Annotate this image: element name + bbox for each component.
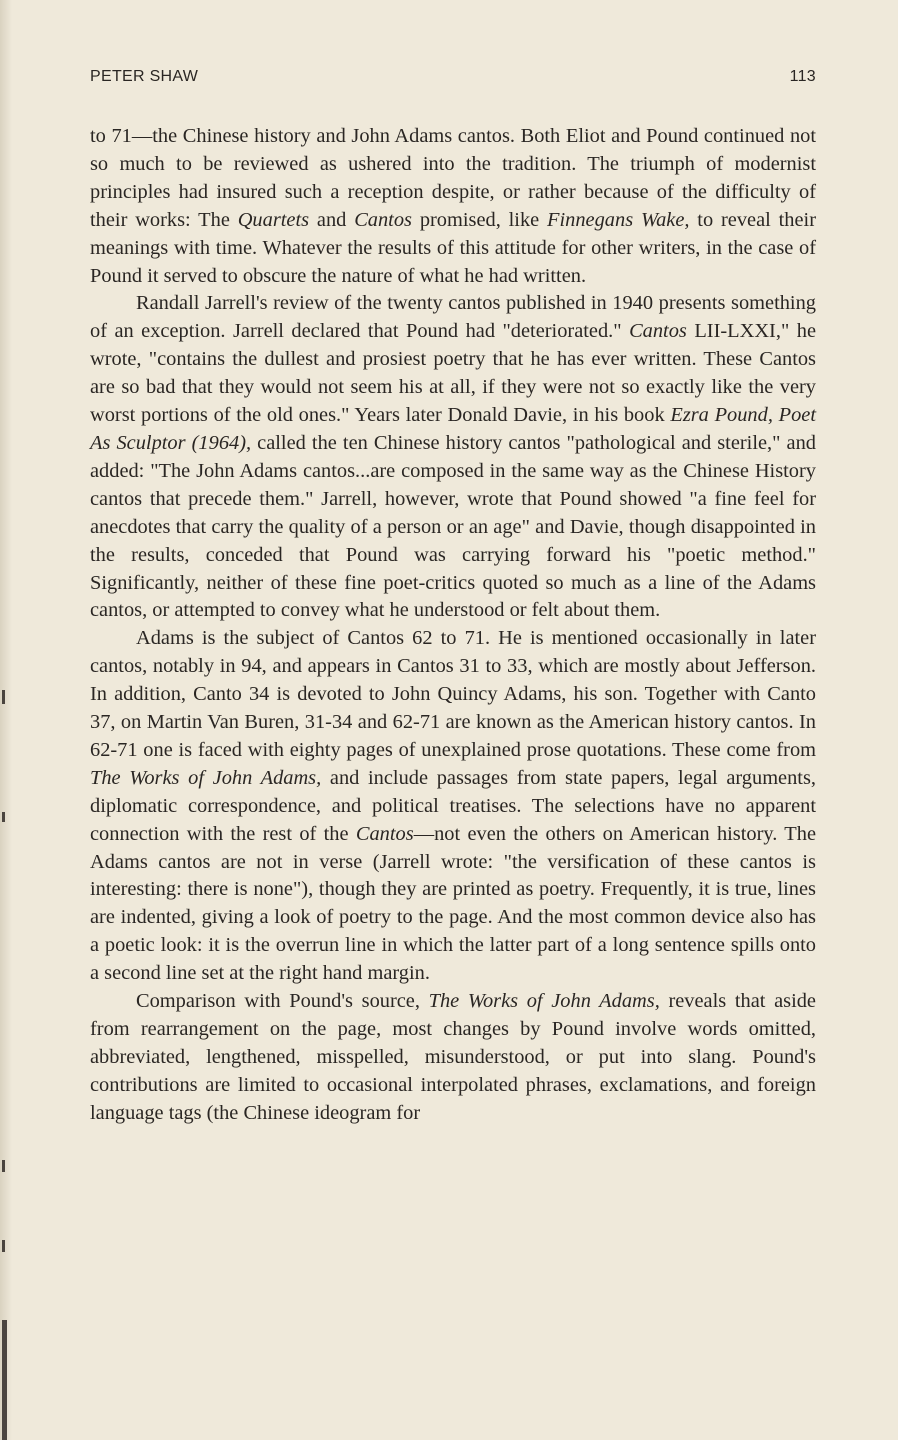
italic-title-text: The Works of John Adams, [90, 766, 322, 789]
text-run: promised, like [411, 208, 548, 231]
text-run: and include passages from state papers, legal arguments, diplomatic correspondence, and political treatises. The selections have no apparent connection with the rest of the [90, 766, 816, 845]
running-header-author: PETER SHAW [90, 68, 199, 85]
paragraph [90, 290, 816, 625]
page-gutter-shadow [0, 0, 12, 1440]
text-run: to reveal their meanings with time. Whatever the results of this attitude for other writers, in the case of Pound it served to obscure the nature of what he had written. [90, 208, 816, 287]
text-run: Randall Jarrell's review of the twenty cantos published in 1940 presents something of an exception. Jarrell declared that Pound had "deteriorated." [90, 292, 816, 343]
scan-artifact [2, 1240, 5, 1252]
italic-title-text: The Works of John Adams, [428, 990, 660, 1013]
body-text [90, 123, 816, 1128]
text-run: —not even the others on American history. The Adams cantos are not in verse (Jarrell wrote: "the versification of these cantos is interesting: there is none"), though they are printed as poetry. Frequently, it is true, lines are indented, giving a look of poetry to the page. And the most common device also has a poetic look: it is the overrun line in which the latter part of a long sentence spills onto a second line set at the right hand margin. [90, 822, 817, 985]
text-run: reveals that aside from rearrangement on the page, most changes by Pound involve words omitted, abbreviated, lengthened, misspelled, misunderstood, or put into slang. Pound's contributions are limited to occasional interpolated phrases, exclamations, and foreign language tags (the Chinese ideogram for [90, 990, 816, 1124]
running-header [90, 68, 816, 92]
paragraph [90, 988, 816, 1128]
italic-title-text: Quartets [237, 208, 310, 231]
text-run: to 71—the Chinese history and John Adams cantos. Both Eliot and Pound continued not so much to be reviewed as ushered into the tradition. The triumph of modernist principles had insured such a reception despite, or rather because of the difficulty of their works: The [90, 125, 816, 231]
italic-title-text: Cantos [629, 320, 687, 343]
paragraph [90, 123, 816, 290]
italic-title-text: Finnegans Wake, [547, 208, 690, 231]
text-run: LII-LXXI," he wrote, "contains the dullest and prosiest poetry that he has ever written. These Cantos are so bad that they would not seem his at all, if they were not so exactly like the very worst portions of the old ones." Years later Donald Davie, in his book [90, 320, 816, 427]
text-run: and [309, 208, 355, 231]
italic-title-text: Cantos [354, 208, 412, 231]
scan-artifact [2, 812, 5, 822]
text-run: Comparison with Pound's source, [136, 990, 429, 1013]
paragraph [90, 625, 816, 988]
scan-artifact [2, 1320, 7, 1440]
page-number: 113 [789, 68, 816, 85]
scan-artifact [2, 1160, 5, 1172]
text-run: called the ten Chinese history cantos "pathological and sterile," and added: "The John Adams cantos...are composed in the same way as the Chinese History cantos that precede them." Jarrell, however, wrote that Pound showed "a fine feel for anecdotes that carry the quality of a person or an age" and Davie, though disappointed in the results, conceded that Pound was carrying forward his "poetic method." Significantly, neither of these fine poet-critics quoted so much as a line of the Adams cantos, or attempted to convey what he understood or felt about them. [90, 431, 816, 622]
italic-title-text: Ezra Pound, Poet As Sculptor (1964), [90, 404, 817, 454]
italic-title-text: Cantos [355, 822, 414, 845]
scan-artifact [2, 690, 5, 704]
text-run: Adams is the subject of Cantos 62 to 71. He is mentioned occasionally in later cantos, notably in 94, and appears in Cantos 31 to 33, which are mostly about Jefferson. In addition, Canto 34 is devoted to John Quincy Adams, his son. Together with Canto 37, on Martin Van Buren, 31-34 and 62-71 are known as the American history cantos. In 62-71 one is faced with eighty pages of unexplained prose quotations. These come from [90, 627, 816, 761]
